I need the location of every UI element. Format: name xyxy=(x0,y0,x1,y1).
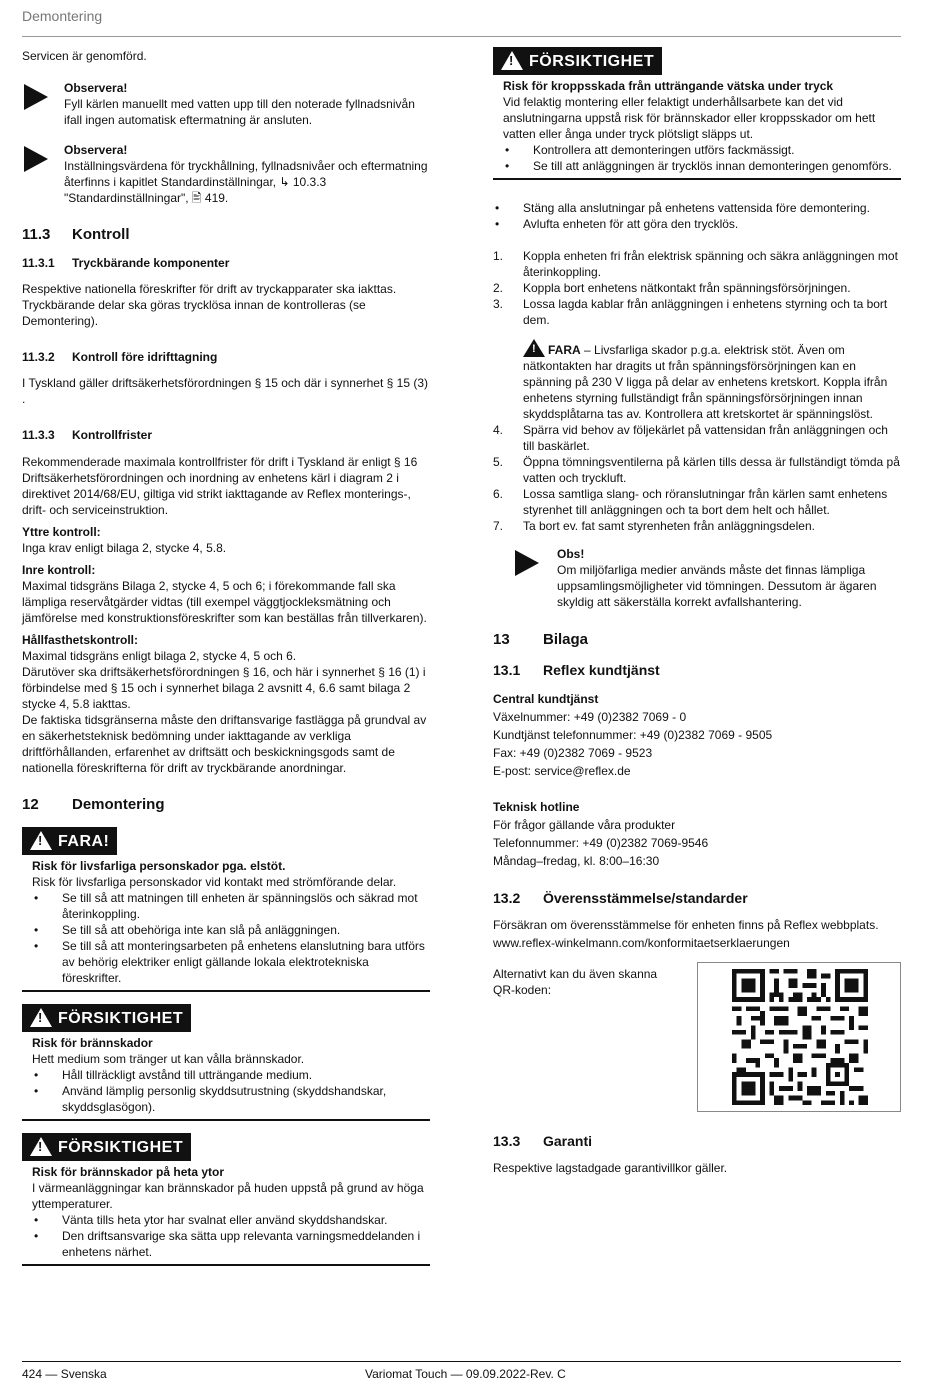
hotline-line: Telefonnummer: +49 (0)2382 7069-9546 xyxy=(493,836,709,850)
warning-badge xyxy=(22,1004,191,1032)
warning-caution-pressure xyxy=(493,47,901,180)
bullet-text: Använd lämplig personlig skyddsutrustning (skyddshandskar, skyddsglasögon). xyxy=(62,1084,387,1114)
step-number: 5. xyxy=(493,455,504,469)
note-arrow-icon xyxy=(24,146,48,172)
technical-hotline xyxy=(493,798,901,870)
step-text: Öppna tömningsventilerna på kärlen tills dessa är fullständigt tömda på vatten och tryckluft. xyxy=(523,455,900,485)
section-title: Bilaga xyxy=(543,631,589,648)
central-line: Kundtjänst telefonnummer: +49 (0)2382 7069 - 9505 xyxy=(493,728,773,742)
list-item xyxy=(493,454,901,486)
section-text: Rekommenderade maximala kontrollfrister för drift i Tyskland är enligt § 16 Driftsäkerhetsförordningen och inordning av enhetens kärl i diagram 2 i direktivet 2014/68/EU, giltiga vid strikt iakttagande av Reflex monterings-, drift- och serviceinstruktion. xyxy=(22,455,418,517)
section-12-heading xyxy=(22,795,430,815)
bullet-text: Se till att anläggningen är trycklös innan demonteringen genomförs. xyxy=(533,159,892,173)
section-number: 11.3.3 xyxy=(22,428,55,442)
hall-text: Maximal tidsgräns enligt bilaga 2, stycke 4, 5 och 6. xyxy=(22,649,297,663)
note-observe-2 xyxy=(22,142,430,206)
section-number: 12 xyxy=(22,796,39,813)
warning-title: Risk för kroppsskada från utträngande vätska under tryck xyxy=(503,79,834,93)
section-title: Kontroll före idrifttagning xyxy=(72,350,218,364)
section-13-1-heading xyxy=(493,660,901,680)
section-number: 13.1 xyxy=(493,662,521,678)
warning-triangle-icon xyxy=(501,51,523,70)
step-text: Ta bort ev. fat samt styrenheten från anläggningsdelen. xyxy=(523,519,815,533)
step-text: Lossa samtliga slang- och röranslutningar från kärlen samt enhetens styrenhet till anläggningen och ta bort dem helt och hållet. xyxy=(523,487,888,517)
list-item: • Stäng alla anslutningar på enhetens vattensida före demontering. xyxy=(495,201,870,215)
note-text: Inställningsvärdena för tryckhållning, fyllnadsnivåer och eftermatning återfinns i kapitlet Standardinställningar, ↳ 10.3.3 "Standardinställningar", 🖹 419. xyxy=(64,159,428,205)
warning-triangle-icon xyxy=(30,1008,52,1027)
list-item xyxy=(493,422,901,454)
section-13-heading xyxy=(493,630,901,650)
central-line: Växelnummer: +49 (0)2382 7069 - 0 xyxy=(493,710,687,724)
list-item: • Kontrollera att demonteringen utförs fackmässigt. xyxy=(505,143,795,157)
left-column xyxy=(22,48,430,1266)
section-number: 11.3 xyxy=(22,226,51,243)
warning-text: Vid felaktig montering eller felaktigt underhållsarbete kan det vid anslutningarna uppstå risk för brännskador eller kroppsskador om hett vatten eller ånga under tryck plötsligt släpps ut. xyxy=(503,95,876,141)
step-text: Koppla bort enhetens nätkontakt från spänningsförsörjningen. xyxy=(523,281,851,295)
list-item: • Se till att anläggningen är trycklös innan demonteringen genomförs. xyxy=(505,159,892,173)
warning-caution-2 xyxy=(22,1133,430,1266)
central-line: Fax: +49 (0)2382 7069 - 9523 xyxy=(493,746,653,760)
warning-text: Risk för livsfarliga personskador vid kontakt med strömförande delar. xyxy=(32,875,397,889)
bullet-text: Vänta tills heta ytor har svalnat eller använd skyddshandskar. xyxy=(62,1213,388,1227)
bullet-text: Se till så att monteringsarbeten på enhetens elanslutning bara utförs av behörig elektriker enligt gällande lokala elektrotekniska föreskrifter. xyxy=(62,939,425,985)
step-number: 6. xyxy=(493,487,504,501)
list-item xyxy=(493,280,901,296)
section-title: Demontering xyxy=(72,796,165,813)
bullet-text: Den driftsansvarige ska sätta upp relevanta varningsmeddelanden i enhetens närhet. xyxy=(62,1229,421,1259)
danger-label: FARA xyxy=(548,343,581,357)
list-item xyxy=(493,518,901,534)
warning-text: I värmeanläggningar kan brännskador på huden uppstå på grund av höga yttemperaturer. xyxy=(32,1181,424,1211)
note-obs xyxy=(493,546,901,610)
section-text: Respektive nationella föreskrifter för drift av tryckapparater ska iakttas. Tryckbärande delar ska göras trycklösa innan de kontrolleras (se Demontering). xyxy=(22,282,397,328)
section-number: 11.3.2 xyxy=(22,350,55,364)
step-text: Spärra vid behov av följekärlet på vattensidan från anläggningen och till baskärlet. xyxy=(523,423,888,453)
list-item xyxy=(493,296,901,328)
warranty-text: Respektive lagstadgade garantivillkor gäller. xyxy=(493,1161,728,1175)
pre-bullets xyxy=(493,200,901,232)
bullet-text: Se till så att obehöriga inte kan slå på anläggningen. xyxy=(62,923,341,937)
section-title: Kontroll xyxy=(72,226,130,243)
list-item: • Se till så att obehöriga inte kan slå på anläggningen. xyxy=(34,923,341,937)
section-11-3-2-heading xyxy=(22,349,430,365)
note-text: Om miljöfarliga medier används måste det finnas lämpliga uppsamlingsmöjligheter vid tömningen. Dessutom är ägaren skyldig att säkerställa korrekt avfallshantering. xyxy=(557,563,877,609)
danger-text: – Livsfarliga skador p.g.a. elektrisk stöt. Även om nätkontakten har dragits ut från spänningsförsörjningen kan en spänning på 230 V ligga på delar av enhetens kretskort. Koppla ifrån enhetens styrning fullständigt från spänningsförsörjningen innan skyddsplåtarna tas av. Kontrollera att kretskortet är spänningslöst. xyxy=(523,343,888,421)
hall-text: De faktiska tidsgränserna måste den driftansvarige fastlägga på grundval av en säkerhetsteknisk bedömning under iakttagande av verkliga driftförhållanden, erfarenhet av driftsätt och beskickningsgods samt de nationella föreskrifterna för drift av tryckbärande anordningar. xyxy=(22,713,427,775)
service-done-text: Servicen är genomförd. xyxy=(22,49,147,63)
section-11-3-1-heading xyxy=(22,255,430,271)
section-13-3-heading xyxy=(493,1131,592,1151)
note-title: Observera! xyxy=(64,81,128,95)
bullet-text: Håll tillräckligt avstånd till utträngande medium. xyxy=(62,1068,313,1082)
qr-code-box xyxy=(697,962,901,1112)
list-item: • Den driftsansvarige ska sätta upp relevanta varningsmeddelanden i enhetens närhet. xyxy=(32,1228,430,1260)
note-text: Fyll kärlen manuellt med vatten upp till den noterade fyllnadsnivån ifall ingen automatisk eftermatning är ansluten. xyxy=(64,97,415,127)
warning-triangle-icon xyxy=(523,339,545,357)
section-text: I Tyskland gäller driftsäkerhetsförordningen § 15 och där i synnerhet § 15 (3) . xyxy=(22,376,429,406)
section-number: 13.3 xyxy=(493,1133,521,1149)
note-arrow-icon xyxy=(24,84,48,110)
note-observe-1 xyxy=(22,80,430,128)
step-text: Koppla enheten fri från elektrisk spänning och säkra anläggningen mot återinkoppling. xyxy=(523,249,898,279)
list-item: • Vänta tills heta ytor har svalnat eller använd skyddshandskar. xyxy=(34,1213,388,1227)
central-title: Central kundtjänst xyxy=(493,692,599,706)
conformity-text-line: Försäkran om överensstämmelse för enheten finns på Reflex webbplats. xyxy=(493,918,879,932)
warning-caution-1 xyxy=(22,1004,430,1121)
central-support xyxy=(493,690,901,780)
footer-document-title: Variomat Touch — 09.09.2022-Rev. C xyxy=(365,1367,566,1381)
section-title: Kontrollfrister xyxy=(72,428,153,442)
hotline-line: För frågor gällande våra produkter xyxy=(493,818,676,832)
warning-title: Risk för brännskador xyxy=(32,1036,153,1050)
conformity-text xyxy=(493,916,901,952)
section-title: Reflex kundtjänst xyxy=(543,662,660,678)
right-column xyxy=(493,47,901,1175)
step-text: Lossa lagda kablar från anläggningen i enhetens styrning och ta bort dem. xyxy=(523,297,888,327)
list-item: • Se till så att monteringsarbeten på enhetens elanslutning bara utförs av behörig elektriker enligt gällande lokala elektrotekniska föreskrifter. xyxy=(32,938,430,986)
inline-danger-note xyxy=(493,336,901,422)
footer-page-number: 424 — Svenska xyxy=(22,1367,107,1381)
section-title: Överensstämmelse/standarder xyxy=(543,890,748,906)
section-title: Garanti xyxy=(543,1133,593,1149)
note-arrow-icon xyxy=(515,550,539,576)
section-number: 11.3.1 xyxy=(22,256,55,270)
section-number: 13 xyxy=(493,631,510,648)
warning-badge xyxy=(22,1133,191,1161)
section-title: Tryckbärande komponenter xyxy=(72,256,230,270)
yttre-title: Yttre kontroll: xyxy=(22,525,101,539)
warning-triangle-icon xyxy=(30,1137,52,1156)
warning-title: Risk för brännskador på heta ytor xyxy=(32,1165,225,1179)
warning-fara xyxy=(22,827,430,992)
warning-triangle-icon xyxy=(30,831,52,850)
bullet-text: Se till så att matningen till enheten är spänningslös och säkrad mot återinkoppling. xyxy=(62,891,418,921)
badge-label: FÖRSIKTIGHET xyxy=(529,52,655,70)
list-item: • Håll tillräckligt avstånd till utträngande medium. xyxy=(34,1068,313,1082)
warning-title: Risk för livsfarliga personskador pga. elstöt. xyxy=(32,859,286,873)
inre-text: Maximal tidsgräns Bilaga 2, stycke 4, 5 och 6; i förekommande fall ska lämpliga reservåtgärder vidtas (till exempel väggtjockleksmätning och jämförelse med konstruktionsföreskrifter som kan beställas från tillverkaren). xyxy=(22,579,427,625)
badge-label: FÖRSIKTIGHET xyxy=(58,1009,184,1027)
bullet-text: Avlufta enheten för att göra den trycklös. xyxy=(523,217,739,231)
page-header xyxy=(22,6,901,37)
hall-text: Därutöver ska driftsäkerhetsförordningen § 16, och här i synnerhet § 16 (1) i förbindelse med § 15 och i synnerhet bilaga 2 avsnitt 4, 6.6 samt bilaga 2 stycke 4, 5.8 iakttas. xyxy=(22,665,426,711)
qr-instruction: Alternativt kan du även skanna QR-koden: xyxy=(493,967,658,997)
inre-title: Inre kontroll: xyxy=(22,563,96,577)
yttre-text: Inga krav enligt bilaga 2, stycke 4, 5.8. xyxy=(22,541,227,555)
conformity-link[interactable]: www.reflex-winkelmann.com/konformitaetserklaerungen xyxy=(493,936,790,950)
step-number: 4. xyxy=(493,423,504,437)
hotline-title: Teknisk hotline xyxy=(493,800,580,814)
badge-label: FARA! xyxy=(58,832,110,850)
steps-list xyxy=(493,248,901,534)
bullet-text: Stäng alla anslutningar på enhetens vattensida före demontering. xyxy=(523,201,870,215)
step-number: 3. xyxy=(493,297,504,311)
step-number: 2. xyxy=(493,281,504,295)
section-11-3-3-heading xyxy=(22,427,430,443)
list-item xyxy=(493,486,901,518)
bullet-text: Kontrollera att demonteringen utförs fackmässigt. xyxy=(533,143,795,157)
section-13-2-heading xyxy=(493,888,901,908)
list-item: • Avlufta enheten för att göra den trycklös. xyxy=(495,217,739,231)
warning-text: Hett medium som tränger ut kan vålla brännskador. xyxy=(32,1052,305,1066)
hotline-line: Måndag–fredag, kl. 8:00–16:30 xyxy=(493,854,660,868)
section-number: 13.2 xyxy=(493,890,521,906)
note-title: Observera! xyxy=(64,143,128,157)
hall-title: Hållfasthetskontroll: xyxy=(22,633,139,647)
step-number: 7. xyxy=(493,519,504,533)
warning-badge xyxy=(493,47,662,75)
badge-label: FÖRSIKTIGHET xyxy=(58,1138,184,1156)
central-line: E-post: service@reflex.de xyxy=(493,764,631,778)
qr-code-icon xyxy=(732,969,868,1105)
list-item xyxy=(493,248,901,280)
page-footer xyxy=(22,1361,901,1381)
header-title: Demontering xyxy=(22,8,103,24)
section-11-3-heading xyxy=(22,225,430,245)
step-number: 1. xyxy=(493,249,504,263)
warning-badge xyxy=(22,827,117,855)
list-item: • Använd lämplig personlig skyddsutrustning (skyddshandskar, skyddsglasögon). xyxy=(32,1083,430,1115)
note-title: Obs! xyxy=(557,547,585,561)
list-item: • Se till så att matningen till enheten är spänningslös och säkrad mot återinkoppling. xyxy=(32,890,430,922)
